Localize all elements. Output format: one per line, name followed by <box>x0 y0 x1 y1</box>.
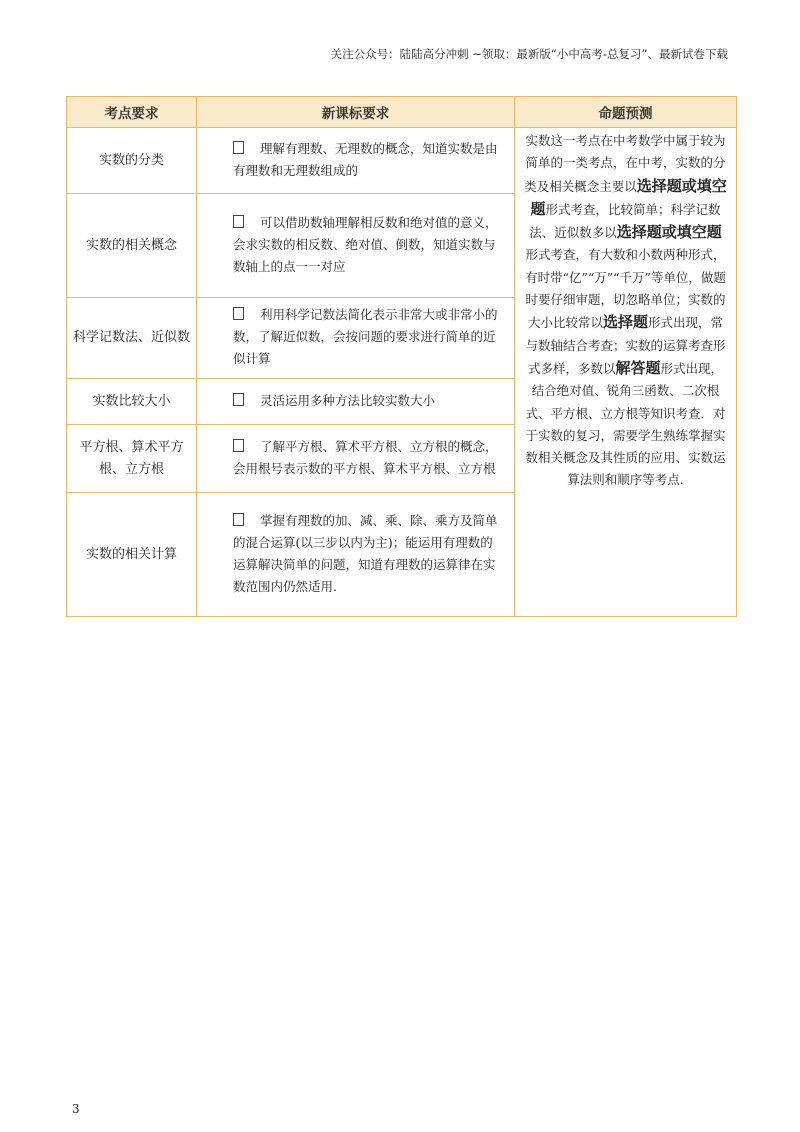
checkbox-icon <box>233 393 244 406</box>
checkbox-icon <box>233 215 244 228</box>
requirement-cell <box>197 298 515 379</box>
requirement-text: 了解平方根、算术平方根、立方根的概念，会用根号表示数的平方根、算术平方根、立方根 <box>233 438 498 476</box>
column-header-requirement: 新课标要求 <box>197 97 515 128</box>
requirement-cell <box>197 128 515 194</box>
exam-points-table <box>66 96 737 617</box>
topic-cell: 实数比较大小 <box>67 379 197 425</box>
checkbox-icon <box>233 439 244 452</box>
topic-cell: 科学记数法、近似数 <box>67 298 197 379</box>
requirement-cell <box>197 379 515 425</box>
requirement-text: 理解有理数、无理数的概念，知道实数是由有理数和无理数组成的 <box>233 140 498 178</box>
requirement-text: 可以借助数轴理解相反数和绝对值的意义，会求实数的相反数、绝对值、倒数，知道实数与数轴上的点一一对应 <box>233 214 498 274</box>
requirement-text: 灵活运用多种方法比较实数大小 <box>260 392 436 408</box>
prediction-text: 形式考查，有大数和小数两种形式，有时带“亿”“万”“千万”等单位，做题时要仔细审题，切忽略单位；实数的大小比较常以 <box>525 247 726 331</box>
requirement-text: 掌握有理数的加、减、乘、除、乘方及简单的混合运算(以三步以内为主)；能运用有理数的运算解决简单的问题，知道有理数的运算律在实数范围内仍然适用. <box>233 512 498 594</box>
checkbox-icon <box>233 141 244 154</box>
prediction-text: 形式考查，比较简单；科学记数法、近似数多以 <box>529 201 721 241</box>
prediction-highlight: 选择题或填空题 <box>530 176 727 218</box>
checkbox-icon <box>233 513 244 526</box>
prediction-text: 形式出现，常与数轴结合考查；实数的运算考查形式多样，多数以 <box>525 315 726 376</box>
prediction-highlight: 选择题或填空题 <box>616 223 722 242</box>
page-number: 3 <box>72 1102 80 1116</box>
page-header: 关注公众号：陆陆高分冲刺 ~领取：最新版“小中高考-总复习”、最新试卷下载 <box>330 47 728 61</box>
requirement-text: 利用科学记数法简化表示非常大或非常小的数，了解近似数，会按问题的要求进行简单的近似计算 <box>233 307 498 366</box>
checkbox-icon <box>233 307 244 320</box>
requirement-cell <box>197 493 515 617</box>
topic-cell: 实数的相关计算 <box>67 493 197 617</box>
topic-cell: 平方根、算术平方根、立方根 <box>67 425 197 493</box>
requirement-cell <box>197 425 515 493</box>
prediction-cell <box>515 128 737 617</box>
prediction-text: 形式出现，结合绝对值、锐角三函数、二次根式、平方根、立方根等知识考查．对于实数的复习，需要学生熟练掌握实数相关概念及其性质的应用、实数运算法则和顺序等考点. <box>525 360 726 488</box>
prediction-text: 实数这一考点在中考数学中属于较为简单的一类考点，在中考，实数的分类及相关概念主要以 <box>524 133 726 194</box>
prediction-highlight: 选择题 <box>602 313 648 332</box>
topic-cell: 实数的分类 <box>67 128 197 194</box>
column-header-prediction: 命题预测 <box>515 97 737 128</box>
column-header-topic: 考点要求 <box>67 97 197 128</box>
prediction-highlight: 解答题 <box>615 358 661 377</box>
table-header-row <box>67 97 737 128</box>
table-row <box>67 128 737 194</box>
requirement-cell <box>197 194 515 298</box>
topic-cell: 实数的相关概念 <box>67 194 197 298</box>
